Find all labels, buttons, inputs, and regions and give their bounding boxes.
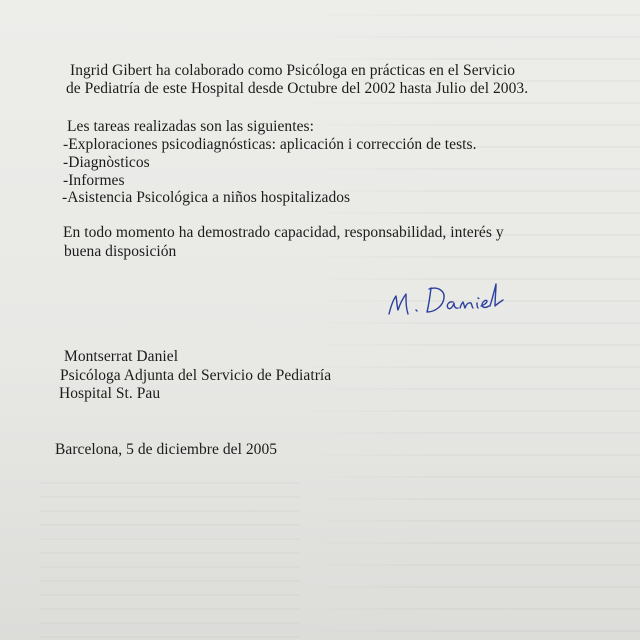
task-item: -Diagnòsticos [63, 154, 150, 171]
task-item: -Exploraciones psicodiagnósticas: aplicación i corrección de tests. [63, 136, 477, 153]
intro-line-2: de Pediatría de este Hospital desde Octubre del 2002 hasta Julio del 2003. [66, 80, 529, 97]
assessment-line-1: En todo momento ha demostrado capacidad, responsabilidad, interés y [63, 224, 504, 241]
reverse-side-bleed-through-lower [40, 470, 300, 640]
place-and-date: Barcelona, 5 de diciembre del 2005 [55, 441, 278, 458]
signatory-name: Montserrat Daniel [64, 348, 179, 365]
tasks-intro: Les tareas realizadas son las siguientes: [67, 118, 314, 135]
signatory-position: Psicóloga Adjunta del Servicio de Pediatría [60, 367, 332, 384]
assessment-line-2: buena disposición [64, 243, 177, 260]
task-item: -Asistencia Psicológica a niños hospitalizados [62, 189, 351, 206]
handwritten-signature [383, 272, 513, 322]
signatory-institution: Hospital St. Pau [59, 385, 161, 402]
intro-line-1: Ingrid Gibert ha colaborado como Psicóloga en prácticas en el Servicio [70, 62, 516, 79]
task-item: -Informes [63, 172, 125, 189]
